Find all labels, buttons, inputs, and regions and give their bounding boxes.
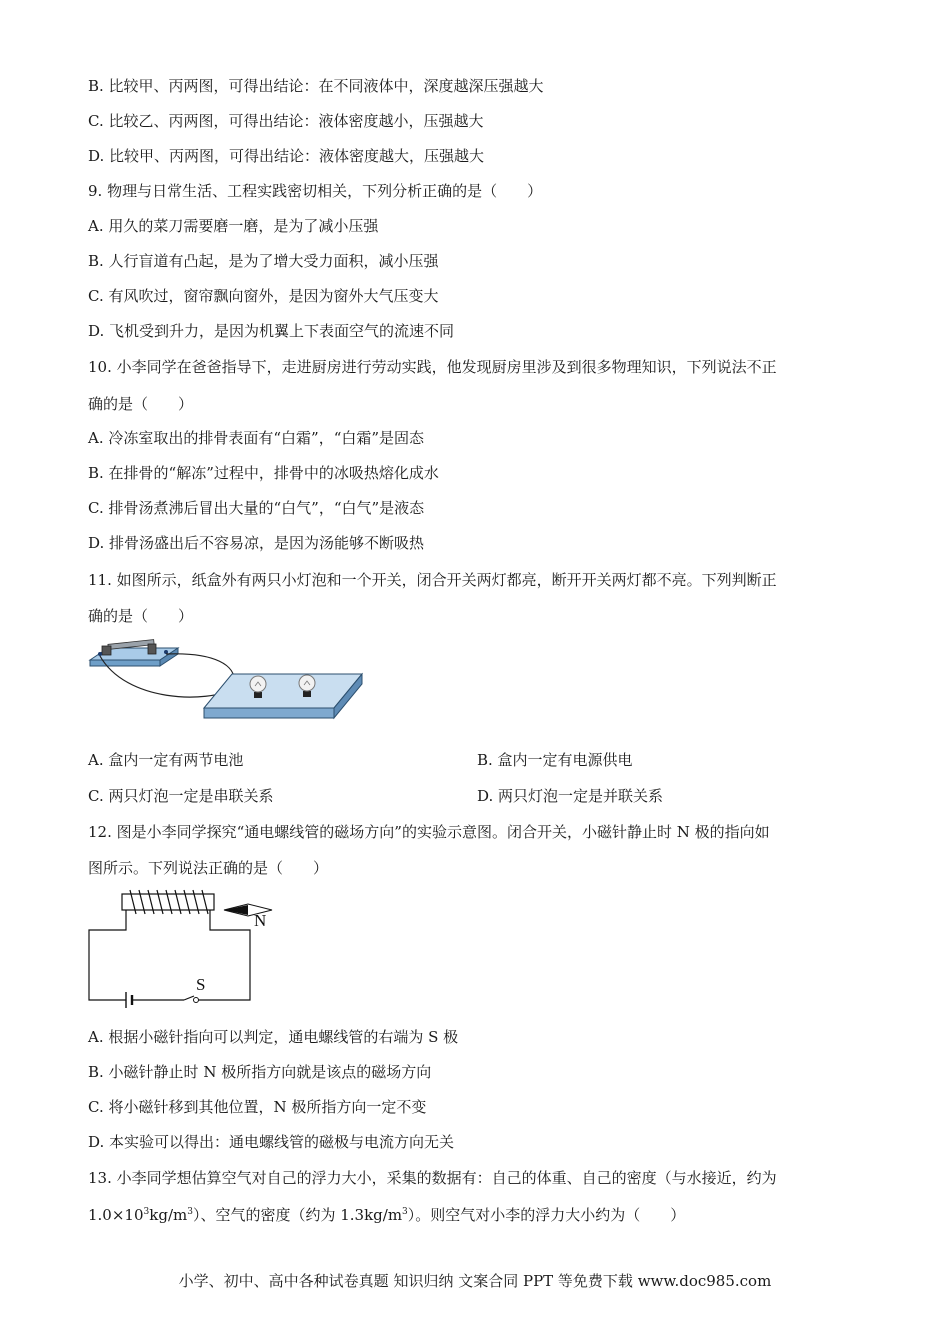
q11-option-c: C. 两只灯泡一定是串联关系	[88, 787, 274, 805]
q10-stem-line1: 10. 小李同学在爸爸指导下，走进厨房进行劳动实践，他发现厨房里涉及到很多物理知识，下列说法不正	[88, 358, 777, 376]
q11-stem-line1: 11. 如图所示，纸盒外有两只小灯泡和一个开关，闭合开关两灯都亮，断开开关两灯都不亮。下列判断正	[88, 571, 777, 589]
q9-option-c: C. 有风吹过，窗帘飘向窗外，是因为窗外大气压变大	[88, 287, 439, 305]
q13-exponent: 3	[143, 1207, 150, 1217]
q11-option-a: A. 盒内一定有两节电池	[88, 751, 244, 769]
q10-option-a: A. 冷冻室取出的排骨表面有“白霜”，“白霜”是固态	[88, 429, 425, 447]
switch-s-label: S	[196, 975, 206, 994]
q13-stem-line1: 13. 小李同学想估算空气对自己的浮力大小，采集的数据有：自己的体重、自己的密度（与水接近，约为	[88, 1169, 777, 1187]
q11-option-d: D. 两只灯泡一定是并联关系	[477, 787, 664, 805]
q9-option-a: A. 用久的菜刀需要磨一磨，是为了减小压强	[88, 217, 379, 235]
q12-option-a: A. 根据小磁针指向可以判定，通电螺线管的右端为 S 极	[88, 1028, 459, 1046]
q12-option-c: C. 将小磁针移到其他位置，N 极所指方向一定不变	[88, 1098, 427, 1116]
q9-stem: 9. 物理与日常生活、工程实践密切相关，下列分析正确的是（ ）	[88, 182, 543, 200]
q8-option-b: B. 比较甲、丙两图，可得出结论：在不同液体中，深度越深压强越大	[88, 77, 544, 95]
q13-stem-line2	[88, 1205, 685, 1225]
q13-air-unit-exponent: 3	[402, 1207, 408, 1217]
q8-option-c: C. 比较乙、丙两图，可得出结论：液体密度越小，压强越大	[88, 112, 484, 130]
q12-stem-line2: 图所示。下列说法正确的是（ ）	[88, 859, 329, 877]
q10-option-b: B. 在排骨的“解冻”过程中，排骨中的冰吸热熔化成水	[88, 464, 439, 482]
q11-option-b: B. 盒内一定有电源供电	[477, 751, 633, 769]
q12-option-b: B. 小磁针静止时 N 极所指方向就是该点的磁场方向	[88, 1063, 432, 1081]
q13-unit: kg/m	[149, 1206, 188, 1224]
q11-stem-line2: 确的是（ ）	[88, 607, 194, 625]
q13-air-density: ）、空气的密度（约为 1.3kg/m	[192, 1206, 403, 1224]
q12-stem-line1: 12. 图是小李同学探究“通电螺线管的磁场方向”的实验示意图。闭合开关，小磁针静止时 N 极的指向如	[88, 823, 770, 841]
q12-solenoid-circuit-figure	[84, 884, 284, 1008]
q13-unit-exponent: 3	[187, 1207, 193, 1217]
q10-option-d: D. 排骨汤盛出后不容易凉，是因为汤能够不断吸热	[88, 534, 425, 552]
n-pole-label: N	[254, 911, 267, 930]
q13-density-value: 1.0×10	[88, 1206, 144, 1224]
page-footer: 小学、初中、高中各种试卷真题 知识归纳 文案合同 PPT 等免费下载 www.doc985.com	[178, 1272, 772, 1290]
q11-circuit-box-figure	[86, 632, 376, 722]
q10-option-c: C. 排骨汤煮沸后冒出大量的“白气”，“白气”是液态	[88, 499, 425, 517]
q9-option-b: B. 人行盲道有凸起，是为了增大受力面积，减小压强	[88, 252, 439, 270]
q12-option-d: D. 本实验可以得出：通电螺线管的磁极与电流方向无关	[88, 1133, 455, 1151]
q8-option-d: D. 比较甲、丙两图，可得出结论：液体密度越大，压强越大	[88, 147, 485, 165]
q13-question-tail: ）。则空气对小李的浮力大小约为（ ）	[407, 1206, 686, 1224]
q10-stem-line2: 确的是（ ）	[88, 395, 194, 413]
q9-option-d: D. 飞机受到升力，是因为机翼上下表面空气的流速不同	[88, 322, 455, 340]
